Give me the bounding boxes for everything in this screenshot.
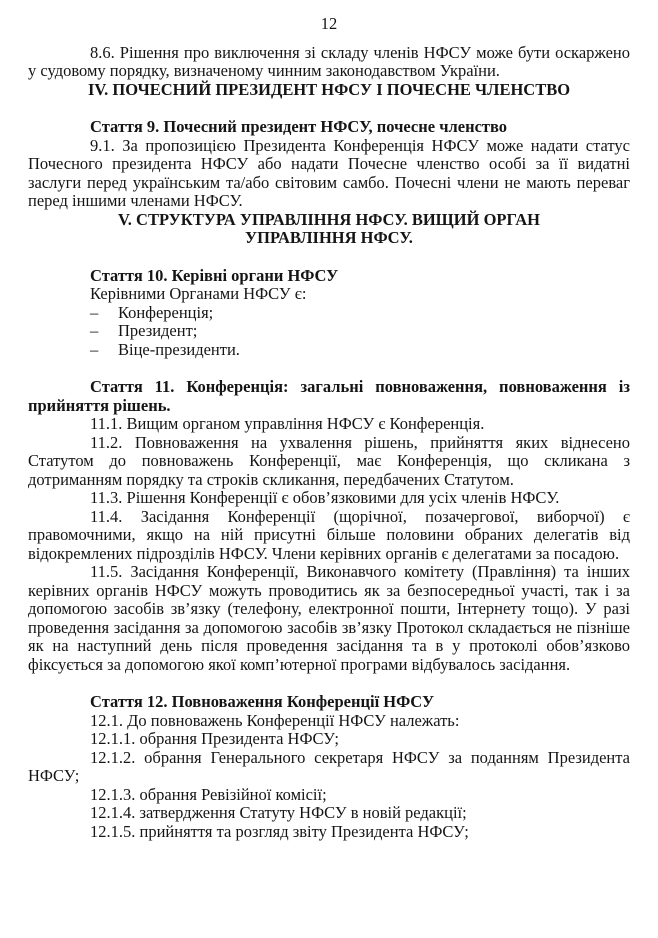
paragraph-11-5: 11.5. Засідання Конференції, Виконавчого комітету (Правління) та інших керівних органів НФСУ можуть проводитись як за безпосередньої участі, так і за допомогою засобів зв’язку (телефону, електронної пошти, Інтернету тощо). У разі проведення засідання за допомогою засобів зв’язку Протокол складається не пізніше як на наступний день після проведення засідання та в у протоколі обов’язково фіксується за допомогою якої комп’ютерної програми відбувалось засідання. [28, 562, 630, 674]
chapter-heading-v [28, 211, 630, 248]
article-9-title: Стаття 9. Почесний президент НФСУ, почесне членство [90, 117, 508, 136]
article-11-title: Стаття 11. Конференція: загальні повноваження, повноваження із прийняття рішень. [28, 377, 630, 415]
article-10-title: Стаття 10. Керівні органи НФСУ [90, 265, 339, 285]
list-item-label: Президент; [118, 321, 198, 340]
paragraph-12-1: 12.1. До повноважень Конференції НФСУ належать: [90, 710, 460, 730]
paragraph-11-4: 11.4. Засідання Конференції (щорічної, позачергової, виборчої) є правомочними, якщо на ній присутні більше половини обраних делегатів від відокремлених підрозділів НФСУ. Члени керівних органів є делегатами за посадою. [28, 506, 630, 563]
paragraph-8-6: 8.6. Рішення про виключення зі складу членів НФСУ може бути оскаржено у судовому порядку, визначеному чинним законодавством України. [28, 42, 630, 80]
list-item [28, 304, 630, 323]
paragraph-11-3: 11.3. Рішення Конференції є обов’язковими для усіх членів НФСУ. [90, 488, 560, 507]
chapter-heading-v-line1: V. СТРУКТУРА УПРАВЛІННЯ НФСУ. ВИЩИЙ ОРГАН [118, 209, 540, 229]
paragraph-9-1: 9.1. За пропозицією Президента Конференція НФСУ може надати статус Почесного президента НФСУ або надати Почесне членство особі за її видатні заслуги перед українським та/або світовим самбо. Почесні члени не мають переваг перед іншими членами НФСУ. [28, 135, 630, 210]
list-item-label: Конференція; [118, 302, 214, 322]
paragraph-11-2: 11.2. Повноваження на ухвалення рішень, прийняття яких віднесено Статутом до повноважень Конференції, має Конференція, що скликана з дотриманням порядку та строків скликання, передбачених Статутом. [28, 432, 630, 489]
list-item-label: Віце-президенти. [118, 339, 240, 359]
governing-bodies-intro: Керівними Органами НФСУ є: [90, 284, 307, 303]
dash-bullet: – [90, 339, 99, 359]
chapter-heading-iv: IV. ПОЧЕСНИЙ ПРЕЗИДЕНТ НФСУ І ПОЧЕСНЕ ЧЛЕНСТВО [87, 79, 571, 99]
dash-bullet: – [90, 302, 99, 322]
chapter-heading-v-line2: УПРАВЛІННЯ НФСУ. [245, 228, 413, 247]
list-item [28, 322, 630, 341]
paragraph-12-1-5: 12.1.5. прийняття та розгляд звіту Президента НФСУ; [90, 821, 469, 841]
dash-bullet: – [90, 321, 99, 340]
list-item [28, 341, 630, 360]
paragraph-12-1-1: 12.1.1. обрання Президента НФСУ; [90, 729, 339, 748]
paragraph-12-1-2: 12.1.2. обрання Генерального секретаря НФСУ за поданням Президента НФСУ; [28, 747, 630, 785]
paragraph-11-1: 11.1. Вищим органом управління НФСУ є Конференція. [90, 414, 485, 433]
paragraph-12-1-4: 12.1.4. затвердження Статуту НФСУ в новій редакції; [90, 803, 467, 822]
paragraph-12-1-3: 12.1.3. обрання Ревізійної комісії; [90, 784, 327, 804]
page-number: 12 [320, 14, 338, 33]
governing-bodies-list [28, 304, 630, 360]
article-12-title: Стаття 12. Повноваження Конференції НФСУ [90, 692, 435, 711]
